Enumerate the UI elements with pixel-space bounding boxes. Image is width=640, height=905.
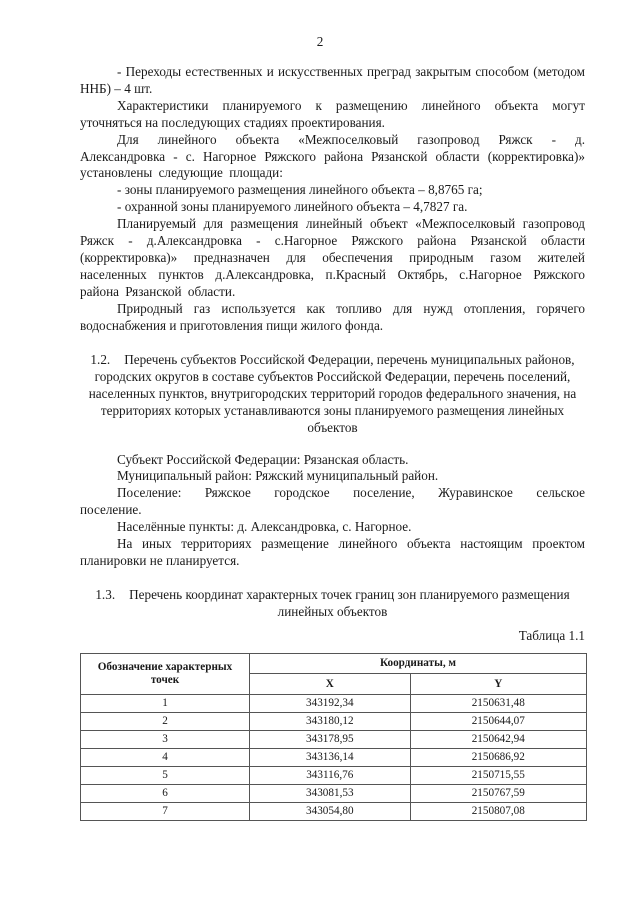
coord-x: 343136,14 (250, 748, 411, 766)
table-row (81, 712, 587, 730)
document-body (80, 64, 585, 821)
header-points: Обозначение характерных точек (81, 653, 250, 694)
point-number: 3 (81, 730, 250, 748)
coord-x: 343116,76 (250, 766, 411, 784)
section-1-2-heading (80, 351, 585, 436)
paragraph-protection-area: - охранной зоны планируемого линейного объекта – 4,7827 га. (117, 199, 468, 215)
section-1-3-title: Перечень координат характерных точек границ зон планируемого размещения линейных объектов (129, 586, 570, 619)
coord-x: 343081,53 (250, 784, 411, 802)
paragraph-settlement: Поселение: Ряжское городское поселение, Журавинское сельское поселение. (80, 485, 585, 518)
point-number: 6 (81, 784, 250, 802)
paragraph-district: Муниципальный район: Ряжский муниципальный район. (117, 468, 439, 484)
paragraph-other-territories: На иных территориях размещение линейного объекта настоящим проектом планировки не планируется. (80, 536, 585, 568)
coord-y: 2150644,07 (410, 712, 586, 730)
coord-x: 343180,12 (250, 712, 411, 730)
coordinates-table (80, 653, 587, 821)
paragraph-crossings: - Переходы естественных и искусственных преград закрытым способом (методом ННБ) – 4 шт. (80, 64, 585, 96)
point-number: 7 (81, 802, 250, 820)
paragraph-gas-usage: Природный газ используется как топливо для нужд отопления, горячего водоснабжения и приготовления пищи жилого фонда. (80, 300, 585, 333)
section-1-3-number: 1.3. (95, 586, 116, 602)
section-1-2-title: Перечень субъектов Российской Федерации, перечень муниципальных районов, городских округов в составе субъектов Российской Федерации, перечень поселений, населенных пунктов, внутригородских территорий городов федерального значения, на территориях которых устанавливаются зоны планируемого размещения линейных объектов (88, 351, 577, 435)
table-row (81, 802, 587, 820)
table-row (81, 694, 587, 712)
header-y: Y (410, 674, 586, 695)
coord-y: 2150807,08 (410, 802, 586, 820)
paragraph-characteristics: Характеристики планируемого к размещению линейного объекта могут уточняться на последующих стадиях проектирования. (80, 97, 585, 130)
section-1-2-number: 1.2. (90, 351, 111, 367)
coord-y: 2150631,48 (410, 694, 586, 712)
page-number: 2 (316, 34, 324, 49)
coord-x: 343192,34 (250, 694, 411, 712)
coord-y: 2150686,92 (410, 748, 586, 766)
coord-y: 2150715,55 (410, 766, 586, 784)
table-row (81, 784, 587, 802)
header-coordinates: Координаты, м (250, 653, 587, 674)
point-number: 5 (81, 766, 250, 784)
paragraph-areas-intro: Для линейного объекта «Межпоселковый газопровод Ряжск - д. Александровка - с. Нагорное Ряжского района Рязанской области (корректировка)» установлены следующие площади: (80, 131, 585, 181)
coord-y: 2150642,94 (410, 730, 586, 748)
table-row (81, 766, 587, 784)
table-caption: Таблица 1.1 (518, 627, 585, 643)
paragraph-localities: Населённые пункты: д. Александровка, с. Нагорное. (117, 519, 412, 535)
coord-y: 2150767,59 (410, 784, 586, 802)
point-number: 2 (81, 712, 250, 730)
point-number: 4 (81, 748, 250, 766)
coord-x: 343054,80 (250, 802, 411, 820)
table-row (81, 730, 587, 748)
paragraph-zone-area: - зоны планируемого размещения линейного объекта – 8,8765 га; (117, 182, 483, 198)
table-row (81, 748, 587, 766)
paragraph-subject: Субъект Российской Федерации: Рязанская область. (117, 451, 409, 467)
paragraph-purpose: Планируемый для размещения линейный объект «Межпоселковый газопровод Ряжск - д.Александровка - с.Нагорное Ряжского района Рязанской области (корректировка)» предназначен для обеспечения природным газом жителей населенных пунктов д.Александровка, п.Красный Октябрь, с.Нагорное Ряжского района Рязанской области. (80, 216, 585, 299)
coord-x: 343178,95 (250, 730, 411, 748)
section-1-3-heading (80, 586, 585, 620)
header-x: X (250, 674, 411, 695)
point-number: 1 (81, 694, 250, 712)
